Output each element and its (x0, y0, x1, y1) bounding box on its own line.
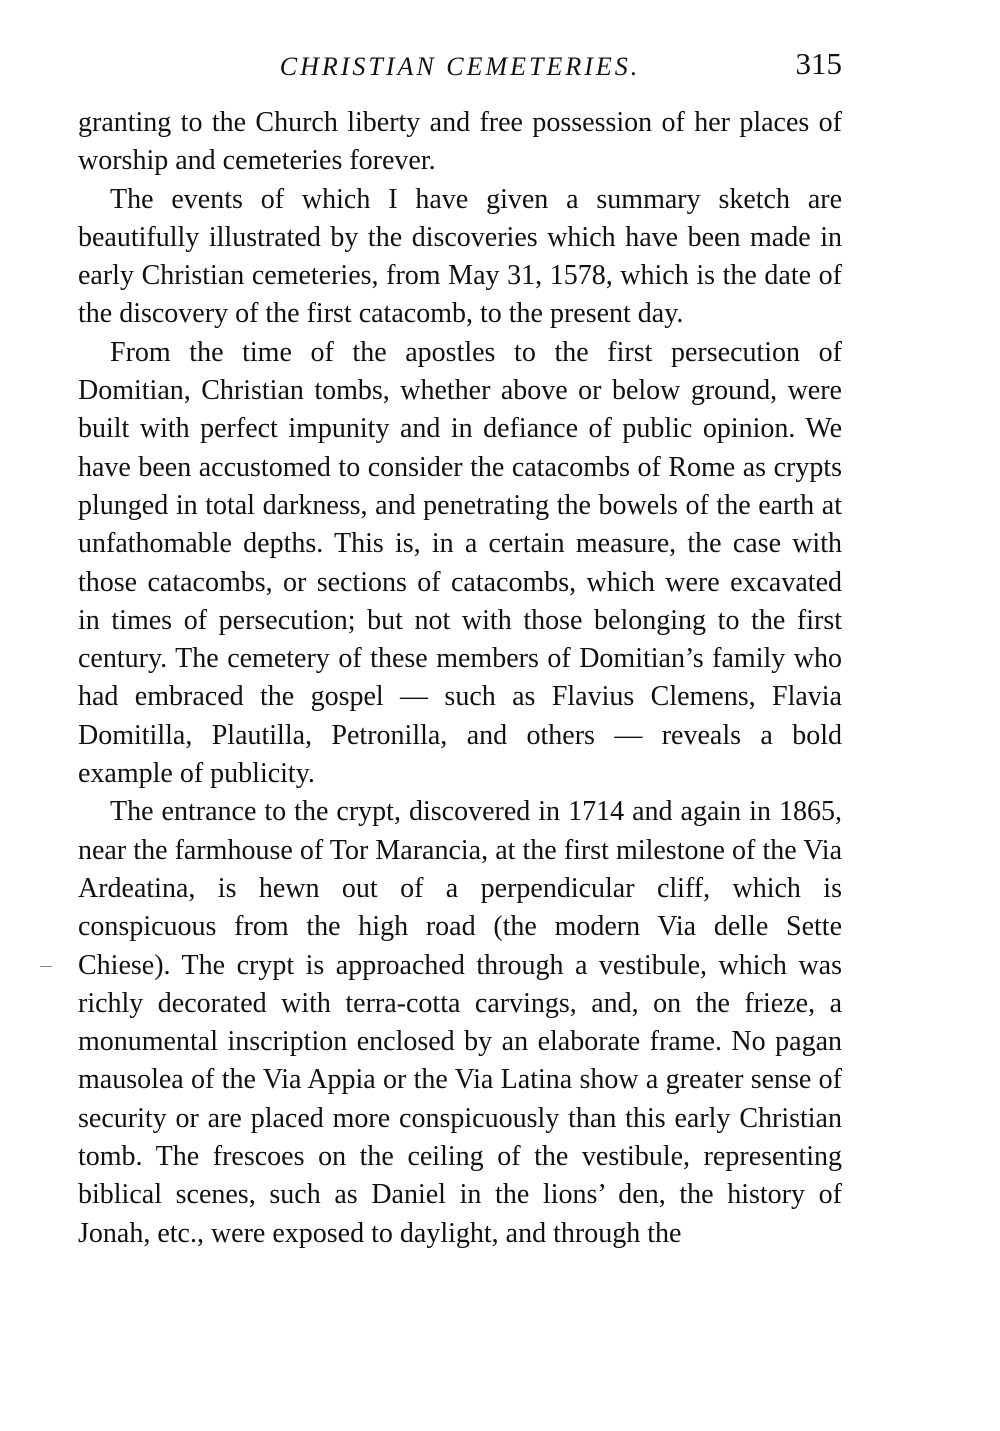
paragraph-continuation: granting to the Church liberty and free possession of her places of worship and cemeteries forever. (78, 107, 842, 177)
margin-mark (40, 966, 52, 967)
running-head (78, 46, 842, 86)
running-title: CHRISTIAN CEMETERIES. (279, 52, 641, 81)
paragraph-crypt-entrance: The entrance to the crypt, discovered in 1714 and again in 1865, near the farmhouse of Tor Marancia, at the first milestone of the Via Ardeatina, is hewn out of a perpendicular cliff, which is conspicuous from the high road (the modern Via delle Sette Chiese). The crypt is approached through a vestibule, which was richly decorated with terra-cotta carvings, and, on the frieze, a monumental inscription enclosed by an elaborate frame. No pagan mausolea of the Via Appia or the Via Latina show a greater sense of security or are placed more conspicuously than this early Christian tomb. The frescoes on the ceiling of the vestibule, representing biblical scenes, such as Daniel in the lions’ den, the history of Jonah, etc., were exposed to daylight, and through the (78, 796, 842, 1249)
paragraph-domitian: From the time of the apostles to the first persecution of Domitian, Christian tombs, whether above or below ground, were built with perfect impunity and in defiance of public opinion. We have been accustomed to consider the catacombs of Rome as crypts plunged in total darkness, and penetrating the bowels of the earth at unfathomable depths. This is, in a certain measure, the case with those catacombs, or sections of catacombs, which were excavated in times of persecution; but not with those belonging to the first century. The cemetery of these members of Domitian’s family who had embraced the gospel — such as Flavius Clemens, Flavia Domitilla, Plautilla, Petronilla, and others — reveals a bold example of publicity. (78, 336, 842, 790)
paragraph-discoveries: The events of which I have given a summary sketch are beautifully illustrated by the discoveries which have been made in early Christian cemeteries, from May 31, 1578, which is the date of the discovery of the first catacomb, to the present day. (78, 183, 842, 330)
page-number: 315 (795, 46, 842, 81)
body-text (78, 104, 842, 1253)
